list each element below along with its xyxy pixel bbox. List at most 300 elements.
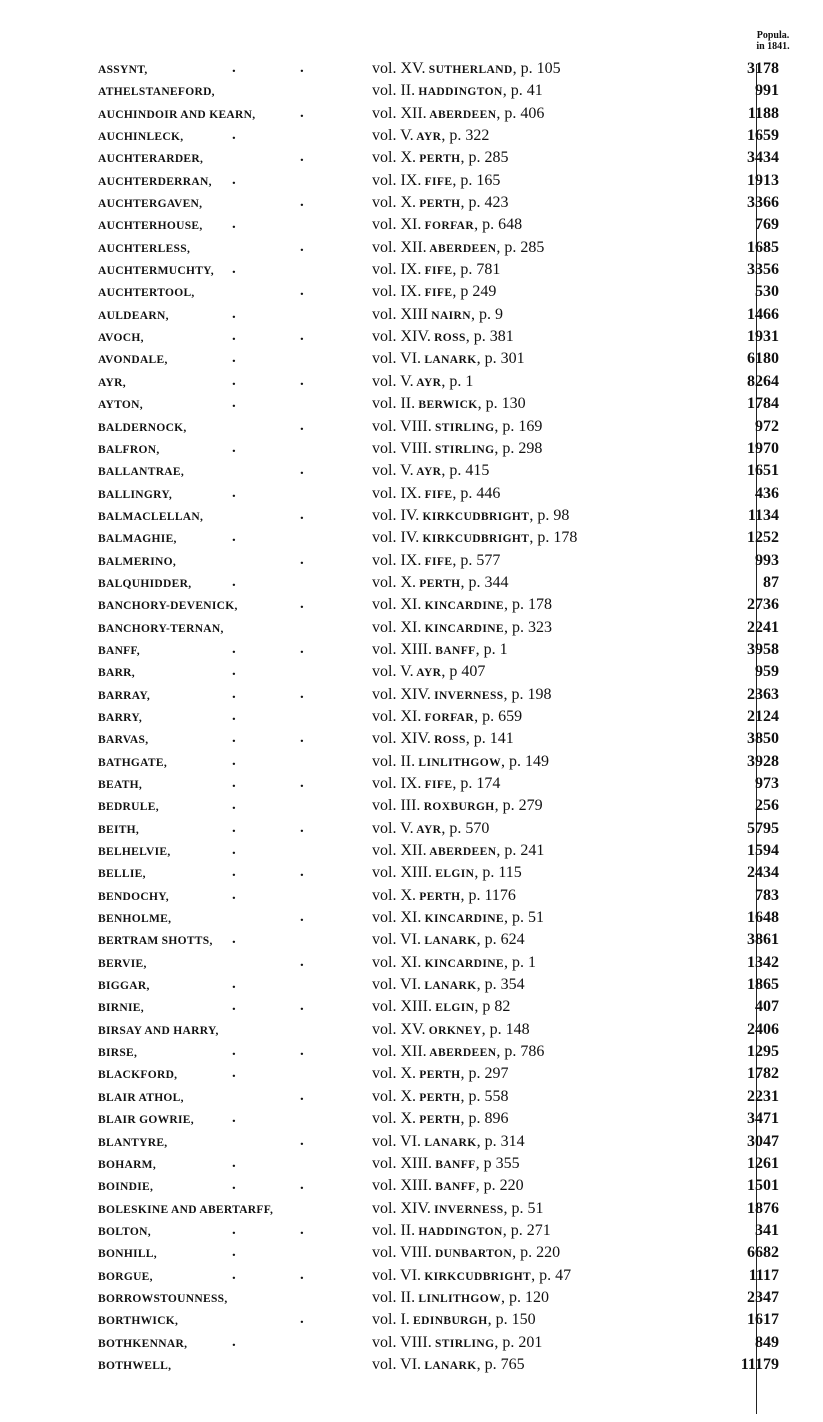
- volume-number: vol. XIV.: [372, 328, 431, 346]
- volume-number: vol. VI.: [372, 1132, 422, 1150]
- list-item: [0, 372, 823, 394]
- leader-dot: .: [300, 1266, 304, 1283]
- volume-number: vol. XII.: [372, 238, 427, 256]
- page-number: , p. 344: [460, 573, 509, 591]
- volume-reference: [372, 1043, 544, 1061]
- list-item: [0, 1355, 823, 1377]
- population-value: 3861: [747, 931, 779, 949]
- population-value: 1782: [747, 1065, 779, 1083]
- county-name: FIFE: [421, 488, 453, 501]
- parish-name: BEATH,: [98, 779, 143, 791]
- list-item: [0, 595, 823, 617]
- volume-number: vol. XI.: [372, 707, 422, 725]
- leader-dot: .: [300, 149, 304, 166]
- leader-dot: .: [232, 261, 236, 278]
- volume-number: vol. II.: [372, 395, 416, 413]
- volume-reference: [372, 350, 525, 368]
- leader-dot: .: [232, 819, 236, 836]
- leader-dot: .: [232, 305, 236, 322]
- list-item: [0, 1288, 823, 1310]
- page-number: , p. 1: [504, 953, 536, 971]
- population-value: 1594: [747, 842, 779, 860]
- county-name: FIFE: [421, 287, 453, 300]
- population-value: 3928: [747, 752, 779, 770]
- list-item: [0, 1132, 823, 1154]
- county-name: ORKNEY: [425, 1024, 482, 1037]
- page-number: , p. 130: [477, 395, 526, 413]
- volume-reference: [372, 529, 577, 547]
- county-name: PERTH: [416, 577, 461, 590]
- page-number: , p. 301: [476, 350, 525, 368]
- volume-number: vol. XV.: [372, 1020, 426, 1038]
- parish-name: AUCHTERTOOL,: [98, 287, 195, 300]
- leader-dot: .: [232, 1065, 236, 1082]
- page-number: , p. 241: [496, 842, 545, 860]
- volume-reference: [372, 641, 508, 659]
- volume-number: vol. IX.: [372, 551, 422, 569]
- population-value: 1876: [747, 1199, 779, 1217]
- list-item: [0, 774, 823, 796]
- leader-dot: .: [232, 1177, 236, 1194]
- page-number: , p 355: [475, 1154, 520, 1172]
- volume-reference: [372, 1200, 544, 1218]
- parish-name: BOLESKINE AND ABERTARFF,: [98, 1203, 274, 1216]
- page-number: , p. 220: [475, 1177, 524, 1195]
- population-value: 991: [755, 82, 779, 100]
- list-item: [0, 1020, 823, 1042]
- volume-number: vol. XII.: [372, 1043, 427, 1061]
- page-number: , p. 47: [531, 1266, 572, 1284]
- leader-dot: .: [300, 372, 304, 389]
- volume-number: vol. X.: [372, 573, 416, 591]
- parish-name: BALLANTRAE,: [98, 466, 185, 479]
- volume-reference: [372, 775, 500, 793]
- list-item: [0, 104, 823, 126]
- volume-number: vol. IX.: [372, 283, 422, 301]
- parish-name: BALMAGHIE,: [98, 533, 177, 546]
- population-value: 3471: [747, 1110, 779, 1128]
- page-number: , p. 51: [503, 1199, 544, 1217]
- list-item: [0, 305, 823, 327]
- leader-dot: .: [300, 1311, 304, 1328]
- volume-reference: [372, 1021, 530, 1039]
- county-name: AYR: [413, 376, 442, 389]
- page-number: , p. 570: [441, 819, 490, 837]
- county-name: KINCARDINE: [421, 913, 504, 926]
- list-item: [0, 1176, 823, 1198]
- county-name: ABERDEEN: [426, 108, 497, 121]
- list-item: [0, 975, 823, 997]
- volume-number: vol. II.: [372, 1221, 416, 1239]
- county-name: ELGIN: [431, 1002, 475, 1015]
- page-number: , p. 659: [474, 707, 523, 725]
- county-name: PERTH: [416, 1091, 461, 1104]
- page-number: , p. 285: [460, 149, 509, 167]
- county-name: KIRKCUDBRIGHT: [419, 510, 530, 523]
- parish-name: BALMACLELLAN,: [98, 510, 204, 523]
- list-item: [0, 863, 823, 885]
- population-value: 3366: [747, 194, 779, 212]
- volume-number: vol. X.: [372, 886, 416, 904]
- leader-dot: .: [232, 685, 236, 702]
- leader-dot: .: [232, 1154, 236, 1171]
- leader-dot: .: [300, 1221, 304, 1238]
- volume-reference: [372, 462, 489, 480]
- county-name: LANARK: [421, 354, 477, 367]
- leader-dot: .: [300, 506, 304, 523]
- page-number: , p. 381: [465, 328, 514, 346]
- list-item: [0, 841, 823, 863]
- population-value: 530: [755, 283, 779, 301]
- volume-reference: [372, 239, 544, 257]
- county-name: BANFF: [431, 1158, 476, 1171]
- leader-dot: .: [300, 819, 304, 836]
- volume-number: vol. V.: [372, 127, 414, 145]
- volume-number: vol. VIII.: [372, 417, 432, 435]
- list-item: [0, 551, 823, 573]
- volume-reference: [372, 1356, 525, 1374]
- volume-reference: [372, 1267, 571, 1285]
- county-name: FIFE: [421, 175, 453, 188]
- county-name: STIRLING: [431, 421, 495, 434]
- county-name: KINCARDINE: [421, 622, 504, 635]
- volume-reference: [372, 797, 543, 815]
- volume-reference: [372, 306, 503, 324]
- volume-number: vol. XIV.: [372, 685, 431, 703]
- leader-dot: .: [300, 953, 304, 970]
- county-name: FIFE: [421, 555, 453, 568]
- page-number: , p. 150: [487, 1311, 536, 1329]
- page-number: , p. 169: [494, 417, 543, 435]
- county-name: AYR: [413, 823, 442, 836]
- volume-reference: [372, 216, 522, 234]
- leader-dot: .: [232, 842, 236, 859]
- page-number: , p. 781: [452, 261, 501, 279]
- volume-number: vol. X.: [372, 194, 416, 212]
- parish-name: BARR,: [98, 667, 135, 680]
- county-name: KINCARDINE: [421, 600, 504, 613]
- parish-name: BENHOLME,: [98, 913, 172, 926]
- list-item: [0, 148, 823, 170]
- parish-name: AUCHINLECK,: [98, 131, 184, 144]
- volume-reference: [372, 753, 549, 771]
- volume-number: vol. IX.: [372, 775, 422, 792]
- county-name: LINLITHGOW: [415, 1292, 501, 1305]
- population-value: 11179: [740, 1355, 779, 1373]
- volume-reference: [372, 1289, 549, 1307]
- volume-number: vol. VI.: [372, 1355, 422, 1373]
- population-value: 436: [755, 484, 779, 502]
- list-item: [0, 439, 823, 461]
- volume-reference: [372, 507, 569, 525]
- population-value: 2736: [747, 596, 779, 614]
- volume-reference: [372, 552, 500, 570]
- list-item: [0, 685, 823, 707]
- list-item: [0, 752, 823, 774]
- page-number: , p. 220: [512, 1244, 561, 1262]
- list-item: [0, 260, 823, 282]
- population-value: 6180: [747, 350, 779, 368]
- volume-number: vol. II.: [372, 752, 416, 770]
- leader-dot: .: [232, 529, 236, 546]
- population-value: 973: [755, 775, 779, 792]
- leader-dot: .: [300, 1132, 304, 1149]
- parish-name: BALQUHIDDER,: [98, 577, 192, 590]
- leader-dot: .: [300, 283, 304, 300]
- volume-number: vol. I.: [372, 1311, 410, 1329]
- county-name: DUNBARTON: [431, 1248, 513, 1261]
- county-name: LANARK: [421, 1359, 477, 1372]
- parish-name: BOLTON,: [98, 1225, 151, 1238]
- leader-dot: .: [300, 104, 304, 121]
- page-number: , p. 624: [476, 931, 525, 949]
- volume-number: vol. V.: [372, 462, 414, 480]
- parish-name: AVONDALE,: [98, 354, 168, 367]
- county-name: ELGIN: [431, 868, 475, 881]
- volume-number: vol. XIII: [372, 305, 428, 323]
- header-line-2: in 1841.: [756, 41, 790, 52]
- population-value: 2124: [747, 707, 779, 725]
- leader-dot: .: [300, 60, 304, 76]
- county-name: INVERNESS: [430, 1203, 504, 1216]
- list-item: [0, 729, 823, 751]
- page-number: , p. 178: [529, 529, 578, 547]
- volume-reference: [372, 1222, 551, 1240]
- list-item: [0, 1333, 823, 1355]
- volume-number: vol. VI.: [372, 350, 422, 368]
- page-number: , p. 115: [474, 864, 522, 882]
- volume-reference: [372, 194, 509, 212]
- volume-number: vol. XI.: [372, 216, 422, 234]
- page-number: , p. 423: [460, 194, 509, 212]
- page-number: , p. 415: [441, 462, 490, 480]
- volume-reference: [372, 954, 536, 972]
- population-value: 1252: [747, 529, 779, 547]
- leader-dot: .: [232, 1221, 236, 1238]
- parish-name: AUCHINDOIR AND KEARN,: [98, 108, 256, 121]
- page-number: , p. 406: [496, 104, 545, 122]
- county-name: KINCARDINE: [421, 957, 504, 970]
- volume-reference: [372, 1110, 509, 1128]
- county-name: PERTH: [416, 1069, 461, 1082]
- volume-reference: [372, 686, 552, 704]
- parish-name: BLACKFORD,: [98, 1069, 178, 1082]
- leader-dot: .: [232, 350, 236, 367]
- parish-name: BIRSE,: [98, 1047, 138, 1060]
- population-value: 1501: [747, 1177, 779, 1195]
- leader-dot: .: [232, 931, 236, 948]
- volume-reference: [372, 864, 522, 882]
- leader-dot: .: [232, 573, 236, 590]
- county-name: BERWICK: [415, 399, 478, 412]
- county-name: PERTH: [416, 890, 461, 903]
- population-value: 1913: [747, 171, 779, 189]
- parish-name: BONHILL,: [98, 1248, 157, 1261]
- parish-name: BALFRON,: [98, 443, 160, 456]
- leader-dot: .: [232, 1110, 236, 1127]
- page-number: , p. 165: [452, 171, 501, 189]
- leader-dot: .: [300, 1177, 304, 1194]
- volume-number: vol. X.: [372, 1065, 416, 1083]
- population-value: 3047: [747, 1132, 779, 1150]
- page-number: , p. 178: [504, 596, 552, 614]
- volume-reference: [372, 998, 510, 1016]
- county-name: STIRLING: [431, 443, 495, 456]
- volume-number: vol. VI.: [372, 931, 422, 949]
- parish-name: BOTHWELL,: [98, 1359, 172, 1372]
- page-number: , p. 648: [474, 216, 523, 234]
- volume-number: vol. XII.: [372, 104, 427, 122]
- population-value: 1188: [747, 104, 779, 122]
- list-item: [0, 484, 823, 506]
- population-value: 2231: [747, 1087, 779, 1105]
- parish-name: BATHGATE,: [98, 756, 168, 769]
- leader-dot: .: [300, 998, 304, 1015]
- leader-dot: .: [300, 1087, 304, 1104]
- leader-dot: .: [232, 484, 236, 501]
- county-name: HADDINGTON: [415, 86, 503, 99]
- parish-name: BALMERINO,: [98, 555, 177, 568]
- parish-name: BARVAS,: [98, 734, 149, 747]
- population-value: 87: [763, 573, 779, 591]
- leader-dot: .: [300, 775, 304, 791]
- volume-reference: [372, 820, 489, 838]
- page-number: , p 249: [452, 283, 497, 301]
- page-number: , p. 149: [501, 752, 549, 770]
- list-item: [0, 126, 823, 148]
- population-value: 1685: [747, 238, 779, 256]
- parish-name: BLAIR GOWRIE,: [98, 1114, 194, 1127]
- population-value: 5795: [747, 819, 779, 837]
- volume-number: vol. X.: [372, 149, 416, 167]
- volume-reference: [372, 663, 485, 681]
- parish-name: AULDEARN,: [98, 309, 169, 322]
- leader-dot: .: [300, 730, 304, 747]
- list-item: [0, 1266, 823, 1288]
- list-item: [0, 394, 823, 416]
- population-value: 1134: [747, 506, 779, 524]
- parish-name: ASSYNT,: [98, 64, 148, 76]
- leader-dot: .: [300, 640, 304, 657]
- leader-dot: .: [232, 730, 236, 747]
- population-value: 2406: [747, 1020, 779, 1038]
- parish-name: AUCHTERARDER,: [98, 153, 204, 166]
- page-number: , p. 786: [496, 1043, 545, 1061]
- volume-number: vol. XIV.: [372, 730, 431, 748]
- parish-name: BARRAY,: [98, 689, 151, 702]
- leader-dot: .: [232, 864, 236, 881]
- volume-number: vol. VIII.: [372, 1244, 432, 1262]
- leader-dot: .: [300, 551, 304, 568]
- list-item: [0, 506, 823, 528]
- leader-dot: .: [232, 1266, 236, 1283]
- volume-reference: [372, 328, 514, 346]
- volume-number: vol. XI.: [372, 909, 422, 927]
- volume-number: vol. VIII.: [372, 1333, 432, 1351]
- volume-number: vol. IX.: [372, 171, 422, 189]
- volume-reference: [372, 1334, 542, 1352]
- volume-number: vol. XI.: [372, 618, 422, 636]
- leader-dot: .: [300, 909, 304, 926]
- parish-name: AUCHTERHOUSE,: [98, 220, 203, 233]
- leader-dot: .: [232, 998, 236, 1015]
- parish-name: ATHELSTANEFORD,: [98, 86, 215, 99]
- population-value: 3434: [747, 149, 779, 167]
- volume-number: vol. XI.: [372, 953, 422, 971]
- parish-name: BIRSAY AND HARRY,: [98, 1024, 219, 1037]
- county-name: HADDINGTON: [415, 1225, 503, 1238]
- parish-name: BERVIE,: [98, 957, 147, 970]
- page-number: , p. 98: [529, 506, 570, 524]
- page-number: , p. 297: [460, 1065, 509, 1083]
- list-item: [0, 461, 823, 483]
- list-item: [0, 238, 823, 260]
- list-item: [0, 997, 823, 1019]
- page-number: , p. 896: [460, 1110, 509, 1128]
- parish-name: BERTRAM SHOTTS,: [98, 935, 213, 948]
- list-item: [0, 819, 823, 841]
- county-name: STIRLING: [431, 1337, 495, 1350]
- page-number: , p. 1: [475, 640, 508, 658]
- county-name: NAIRN: [427, 309, 471, 322]
- population-value: 1651: [747, 462, 779, 480]
- county-name: ABERDEEN: [426, 846, 497, 859]
- volume-number: vol. XIII.: [372, 864, 432, 882]
- volume-number: vol. XIII.: [372, 998, 432, 1016]
- leader-dot: .: [300, 1043, 304, 1060]
- leader-dot: .: [232, 328, 236, 345]
- leader-dot: .: [232, 127, 236, 144]
- volume-reference: [372, 485, 500, 503]
- page-number: , p. 198: [503, 685, 552, 703]
- page-number: , p. 148: [481, 1020, 530, 1038]
- county-name: KIRKCUDBRIGHT: [421, 1270, 532, 1283]
- population-value: 407: [755, 998, 779, 1016]
- volume-reference: [372, 619, 552, 637]
- leader-dot: .: [300, 417, 304, 434]
- list-item: [0, 1199, 823, 1221]
- page-number: , p. 120: [501, 1288, 549, 1306]
- page-number: , p. 314: [476, 1132, 525, 1150]
- county-name: ROSS: [430, 734, 466, 747]
- page-number: , p. 105: [512, 60, 561, 77]
- volume-reference: [372, 440, 542, 458]
- page-number: , p. 322: [441, 127, 490, 145]
- leader-dot: .: [300, 685, 304, 702]
- county-name: BANFF: [431, 1181, 476, 1194]
- list-item: [0, 886, 823, 908]
- population-value: 2347: [747, 1288, 779, 1306]
- page-number: , p. 354: [476, 976, 525, 994]
- list-item: [0, 1087, 823, 1109]
- parish-name: BORGUE,: [98, 1270, 153, 1283]
- leader-dot: .: [232, 439, 236, 456]
- volume-reference: [372, 149, 509, 167]
- page-number: , p. 323: [504, 618, 552, 636]
- volume-reference: [372, 1311, 536, 1329]
- list-item: [0, 349, 823, 371]
- volume-reference: [372, 909, 544, 927]
- list-item: [0, 1310, 823, 1332]
- population-value: 3178: [747, 60, 779, 77]
- county-name: EDINBURGH: [409, 1315, 488, 1328]
- page-number: , p. 285: [496, 238, 545, 256]
- page-number: , p. 271: [502, 1221, 551, 1239]
- leader-dot: .: [232, 752, 236, 769]
- volume-reference: [372, 1065, 509, 1083]
- list-item: [0, 662, 823, 684]
- page-number: , p. 9: [470, 305, 503, 323]
